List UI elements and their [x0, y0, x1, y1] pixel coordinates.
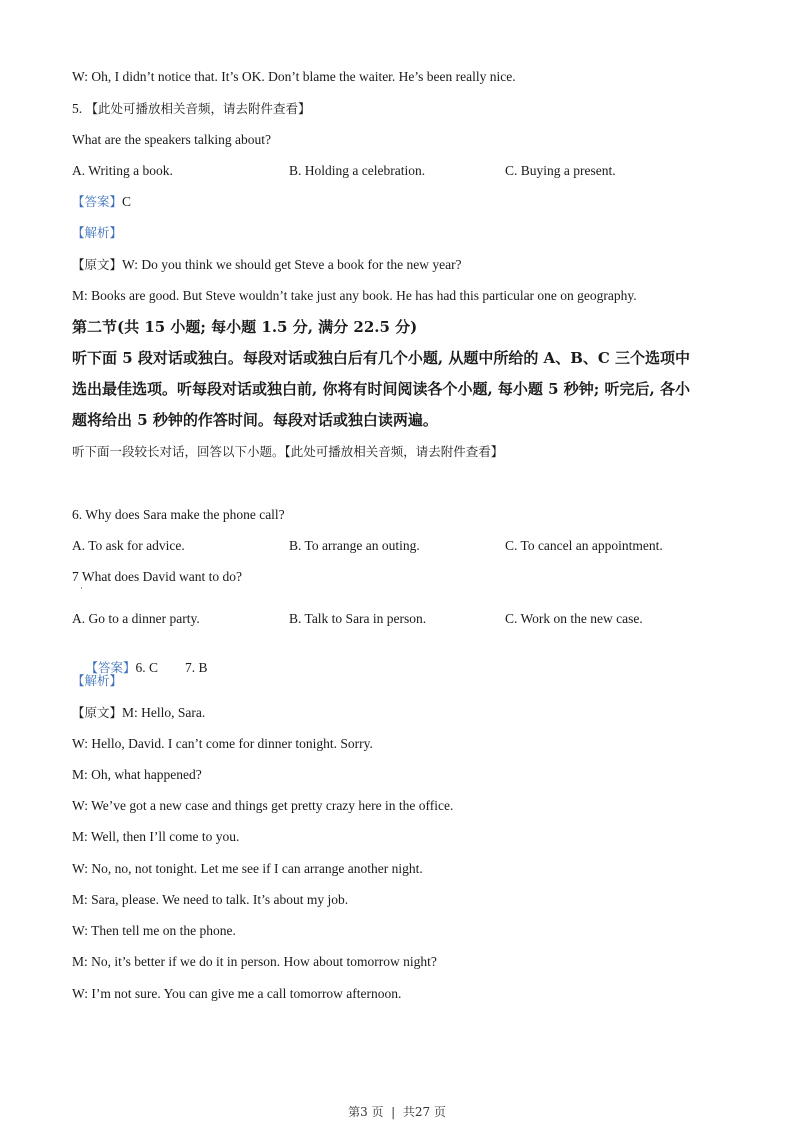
dot-mark: · [80, 583, 83, 593]
section-2-title: 第二节(共 15 小题; 每小题 1.5 分, 满分 22.5 分) [72, 318, 418, 336]
dialogue-line: M: Oh, what happened? [72, 767, 202, 782]
question-6-text: 6. Why does Sara make the phone call? [72, 507, 285, 522]
dialogue-line: W: I’m not sure. You can give me a call tomorrow afternoon. [72, 986, 402, 1001]
listen-instruction: 听下面一段较长对话，回答以下小题。【此处可播放相关音频，请去附件查看】 [72, 444, 504, 459]
original-text-row [72, 704, 205, 722]
section-2-instruction: 听下面 5 段对话或独白。每段对话或独白后有几个小题, 从题中所给的 A、B、C 三个选项中 [72, 349, 691, 367]
dialogue-line: M: Sara, please. We need to talk. It’s about my job. [72, 892, 349, 907]
dialogue-line: W: Oh, I didn’t notice that. It’s OK. Don’t blame the waiter. He’s been really nice. [72, 69, 516, 84]
option-c: C. To cancel an appointment. [505, 538, 663, 553]
original-text-row [72, 256, 462, 274]
option-b: B. To arrange an outing. [289, 538, 420, 553]
original-text: M: Hello, Sara. [122, 705, 206, 720]
option-c: C. Work on the new case. [505, 611, 643, 626]
analysis-label: 【解析】 [72, 673, 123, 688]
answer-row [72, 193, 131, 211]
dialogue-line: W: No, no, not tonight. Let me see if I can arrange another night. [72, 861, 423, 876]
dialogue-line: M: No, it’s better if we do it in person. How about tomorrow night? [72, 954, 437, 969]
dialogue-line: W: Then tell me on the phone. [72, 923, 236, 938]
section-2-instruction: 题将给出 5 秒钟的作答时间。每段对话或独白读两遍。 [72, 411, 438, 429]
audio-note: 【此处可播放相关音频，请去附件查看】 [85, 101, 311, 116]
question-5-text: What are the speakers talking about? [72, 132, 272, 147]
option-c: C. Buying a present. [505, 163, 616, 178]
option-b: B. Holding a celebration. [289, 163, 426, 178]
section-2-instruction: 选出最佳选项。听每段对话或独白前, 你将有时间阅读各个小题, 每小题 5 秒钟; 听完后, 各小 [72, 380, 690, 398]
question-7-text: 7 What does David want to do? [72, 569, 242, 584]
dialogue-line: M: Books are good. But Steve wouldn’t take just any book. He has had this particular one on geography. [72, 288, 637, 303]
analysis-label: 【解析】 [72, 225, 123, 240]
original-label: 【原文】 [72, 705, 123, 720]
page-footer: 第3 页 | 共27 页 [348, 1105, 446, 1119]
question-number: 5. [72, 101, 83, 116]
option-a: A. To ask for advice. [72, 538, 185, 553]
option-a: A. Go to a dinner party. [72, 611, 200, 626]
answer-label: 【答案】 [85, 660, 136, 675]
answer-label: 【答案】 [72, 194, 123, 209]
dialogue-line: M: Well, then I’ll come to you. [72, 829, 240, 844]
original-label: 【原文】 [72, 257, 123, 272]
answer-value: 6. C 7. B [135, 660, 208, 675]
answer-value: C [122, 194, 132, 209]
option-b: B. Talk to Sara in person. [289, 611, 427, 626]
dialogue-line: W: Hello, David. I can’t come for dinner tonight. Sorry. [72, 736, 373, 751]
question-5-header [72, 100, 311, 118]
option-a: A. Writing a book. [72, 163, 173, 178]
original-text: W: Do you think we should get Steve a book for the new year? [122, 257, 462, 272]
dialogue-line: W: We’ve got a new case and things get pretty crazy here in the office. [72, 798, 454, 813]
